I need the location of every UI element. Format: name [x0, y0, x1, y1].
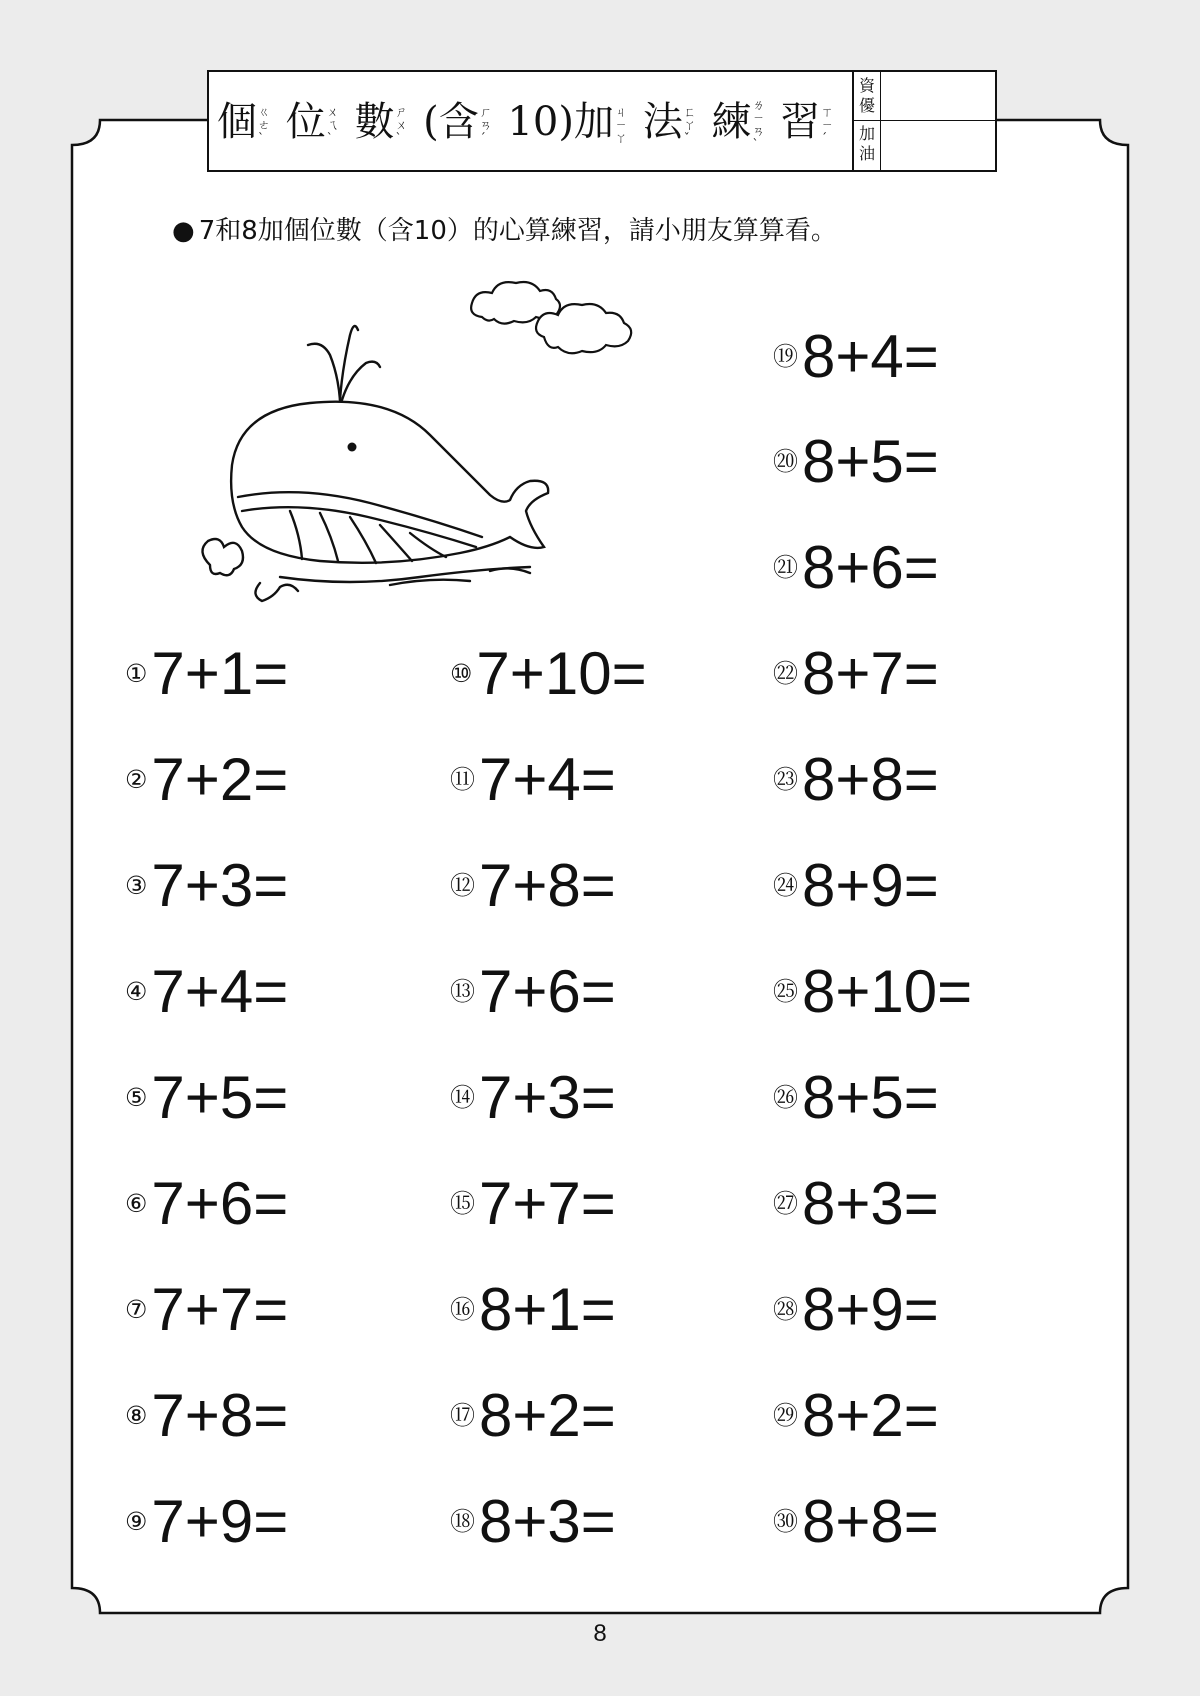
problem-item	[773, 748, 939, 812]
problem-expression: 7+2=	[151, 746, 289, 813]
side-divider	[880, 72, 881, 170]
problem-expression: 7+8=	[151, 1382, 289, 1449]
problem-number: ⑯	[450, 1295, 476, 1324]
problem-number: ㉕	[773, 977, 799, 1006]
problem-item	[450, 1490, 616, 1554]
zhuyin-annotation: ㄌㄧㄢˋ	[752, 98, 765, 151]
instruction-text	[172, 213, 837, 249]
problem-expression: 7+3=	[479, 1064, 616, 1131]
zhuyin-annotation: ㄕㄨˋ	[395, 104, 408, 145]
problem-expression: 7+7=	[479, 1170, 616, 1237]
problem-expression: 8+5=	[802, 428, 939, 495]
worksheet-title	[217, 92, 857, 152]
problem-item	[450, 1066, 616, 1130]
problem-item	[773, 1066, 939, 1130]
title-char: 個	[217, 99, 257, 145]
problem-item	[773, 1490, 939, 1554]
problem-number: ㉓	[773, 765, 799, 794]
title-char: 法	[642, 99, 683, 145]
problem-expression: 7+1=	[151, 640, 289, 707]
problem-number: ㉘	[773, 1295, 799, 1324]
title-char: 位	[285, 99, 326, 145]
problem-expression: 7+10=	[476, 640, 647, 707]
side-divider	[854, 120, 999, 121]
problem-number: ㉔	[773, 871, 799, 900]
problem-number: ⑪	[450, 765, 476, 794]
problem-number: ㉗	[773, 1189, 799, 1218]
problem-item	[125, 854, 288, 918]
title-side-panel	[852, 72, 999, 170]
zhuyin-annotation: ㄨㄟˋ	[326, 104, 339, 145]
problem-expression: 7+4=	[479, 746, 616, 813]
problem-expression: 8+2=	[802, 1382, 939, 1449]
problem-number: ⑮	[450, 1189, 476, 1218]
problem-number: ⑳	[773, 447, 799, 476]
problem-expression: 7+6=	[479, 958, 616, 1025]
problem-item	[450, 642, 647, 706]
problem-item	[773, 430, 939, 494]
page-number: 8	[593, 1620, 607, 1647]
problem-item	[125, 1490, 288, 1554]
problem-expression: 7+9=	[151, 1488, 289, 1555]
zhuyin-annotation: ㄏㄢˊ	[479, 104, 492, 145]
problem-expression: 8+6=	[802, 534, 939, 601]
problem-expression: 7+3=	[151, 852, 289, 919]
problem-number: ㉒	[773, 659, 799, 688]
problem-expression: 8+9=	[802, 1276, 939, 1343]
bullet: ●	[172, 216, 195, 246]
title-char: (含	[423, 99, 479, 145]
problem-item	[125, 1172, 288, 1236]
instruction-body: 7和8加個位數（含10）的心算練習，請小朋友算算看。	[198, 216, 837, 246]
problem-expression: 8+8=	[802, 1488, 939, 1555]
problem-item	[450, 748, 616, 812]
title-box	[207, 70, 997, 172]
problem-number: ⑩	[450, 659, 473, 688]
problem-number: ⑧	[125, 1401, 148, 1430]
problem-item	[450, 1172, 616, 1236]
problem-item	[125, 748, 288, 812]
problem-number: ①	[125, 659, 148, 688]
title-char: 10)加	[507, 99, 614, 145]
problem-expression: 8+4=	[802, 323, 939, 390]
problem-expression: 8+7=	[802, 640, 939, 707]
problem-number: ㉙	[773, 1401, 799, 1430]
problem-item	[125, 642, 288, 706]
problem-item	[773, 642, 939, 706]
problem-expression: 8+1=	[479, 1276, 616, 1343]
problem-expression: 8+2=	[479, 1382, 616, 1449]
problem-number: ⑤	[125, 1083, 148, 1112]
problem-number: ⑦	[125, 1295, 148, 1324]
problem-item	[125, 1384, 288, 1448]
problem-item	[773, 325, 939, 389]
title-char: 數	[354, 99, 395, 145]
problem-expression: 8+3=	[479, 1488, 616, 1555]
problem-number: ⑭	[450, 1083, 476, 1112]
problem-item	[125, 1278, 288, 1342]
problem-expression: 8+8=	[802, 746, 939, 813]
side-label-top: 資優	[858, 76, 875, 115]
problem-item	[450, 854, 616, 918]
problem-number: ㉑	[773, 553, 799, 582]
problem-expression: 7+4=	[151, 958, 289, 1025]
problem-number: ⑬	[450, 977, 476, 1006]
problem-expression: 7+7=	[151, 1276, 289, 1343]
whale-eye	[348, 443, 357, 452]
problem-item	[125, 960, 288, 1024]
problem-expression: 8+9=	[802, 852, 939, 919]
problem-expression: 7+8=	[479, 852, 616, 919]
title-char: 習	[780, 99, 821, 145]
problem-number: ㉚	[773, 1507, 799, 1536]
problem-number: ②	[125, 765, 148, 794]
title-char: 練	[711, 99, 752, 145]
problem-item	[773, 854, 939, 918]
problem-item	[450, 1278, 616, 1342]
problem-number: ⑨	[125, 1507, 148, 1536]
zhuyin-annotation: ㄈㄚˇ	[683, 104, 696, 145]
problem-item	[773, 536, 939, 600]
problem-item	[450, 960, 616, 1024]
side-label-bottom: 加油	[858, 124, 875, 163]
problem-number: ⑫	[450, 871, 476, 900]
problem-expression: 7+6=	[151, 1170, 289, 1237]
problem-item	[773, 1172, 939, 1236]
problem-expression: 8+5=	[802, 1064, 939, 1131]
zhuyin-annotation: ㄍㄜˋ	[258, 104, 271, 145]
problem-number: ⑲	[773, 342, 799, 371]
zhuyin-annotation: ㄐㄧㄚ	[615, 104, 628, 145]
problem-item	[125, 1066, 288, 1130]
problem-item	[773, 960, 972, 1024]
problem-number: ⑰	[450, 1401, 476, 1430]
problem-number: ④	[125, 977, 148, 1006]
zhuyin-annotation: ㄒㄧˊ	[821, 104, 834, 145]
problem-number: ⑥	[125, 1189, 148, 1218]
problem-expression: 8+3=	[802, 1170, 939, 1237]
problem-item	[773, 1278, 939, 1342]
whale-illustration	[190, 315, 600, 615]
problem-number: ㉖	[773, 1083, 799, 1112]
problem-number: ⑱	[450, 1507, 476, 1536]
problem-expression: 7+5=	[151, 1064, 289, 1131]
problem-item	[450, 1384, 616, 1448]
problem-expression: 8+10=	[802, 958, 973, 1025]
problem-item	[773, 1384, 939, 1448]
problem-number: ③	[125, 871, 148, 900]
